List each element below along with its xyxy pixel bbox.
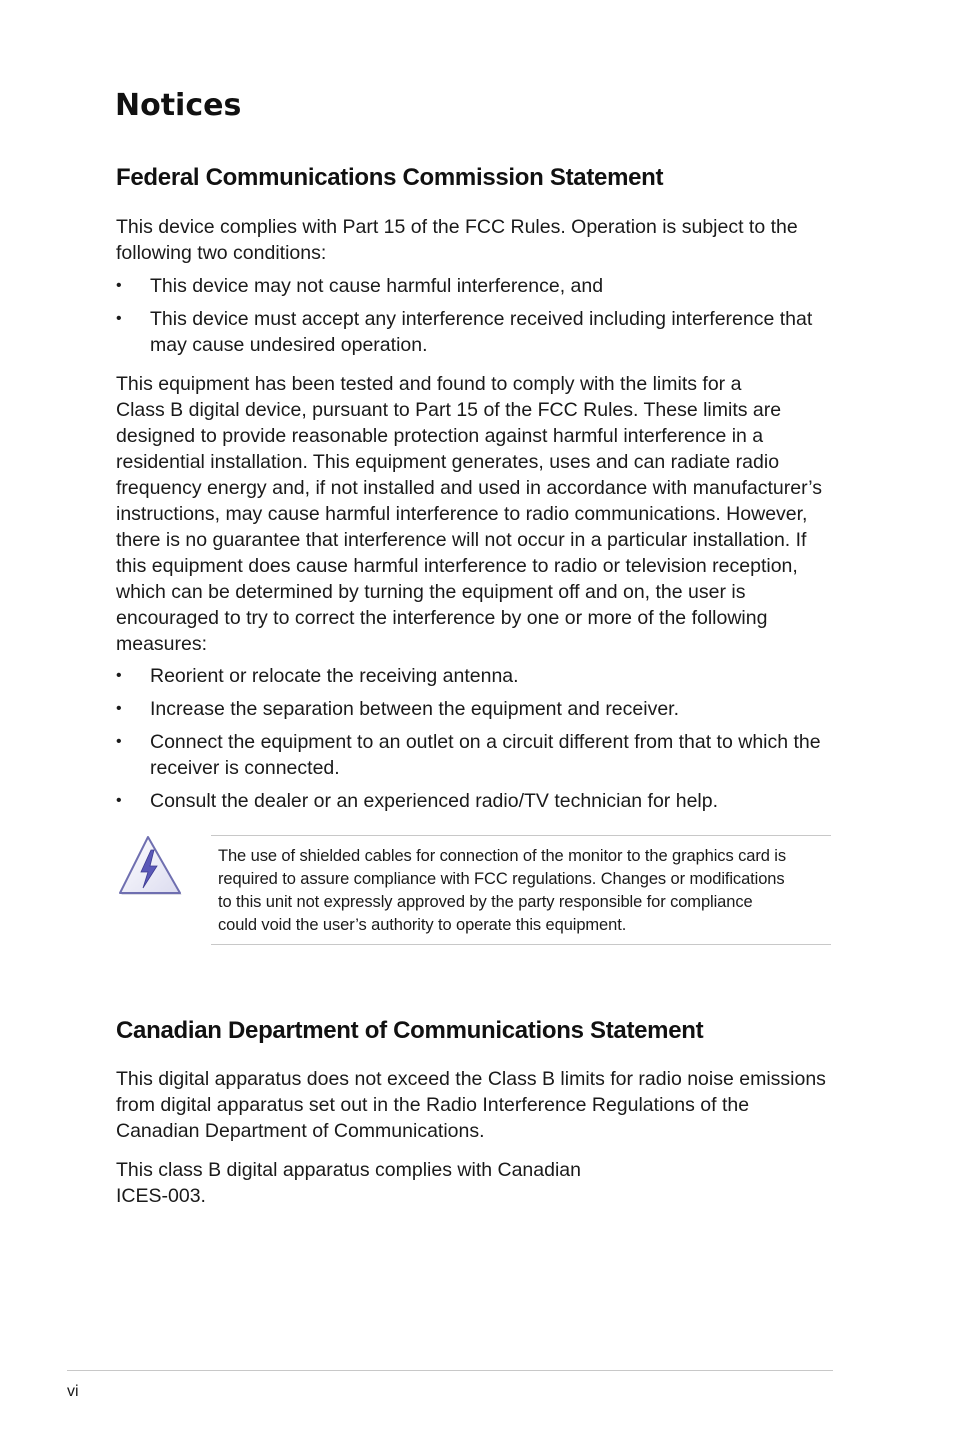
fcc-intro [116, 214, 836, 266]
note-line: to this unit not expressly approved by the party responsible for compliance [218, 893, 753, 911]
list-item [116, 306, 836, 358]
list-item-text: may cause undesired operation. [150, 334, 428, 356]
list-item-text: Connect the equipment to an outlet on a circuit different from that to which the [150, 731, 821, 753]
fcc-body [116, 371, 836, 657]
note-line: could void the user’s authority to operate this equipment. [218, 916, 627, 934]
fcc-body-line: instructions, may cause harmful interference to radio communications. However, [116, 503, 808, 525]
page-title: Notices [115, 88, 242, 123]
footer-divider [67, 1370, 833, 1371]
cdc-line: from digital apparatus set out in the Radio Interference Regulations of the [116, 1094, 750, 1116]
fcc-body-line: This equipment has been tested and found to comply with the limits for a [116, 373, 742, 395]
warning-lightning-icon [116, 834, 184, 898]
bullet: • [116, 310, 122, 327]
list-item-text: Consult the dealer or an experienced radio/TV technician for help. [150, 790, 719, 812]
list-item [116, 273, 836, 299]
list-item-text: This device may not cause harmful interference, and [150, 275, 604, 297]
fcc-body-line: there is no guarantee that interference will not occur in a particular installation. If [116, 529, 807, 551]
fcc-body-line: frequency energy and, if not installed and used in accordance with manufacturer’s [116, 477, 823, 499]
cdc-line: This digital apparatus does not exceed the Class B limits for radio noise emissions [116, 1068, 826, 1090]
note-line: required to assure compliance with FCC regulations. Changes or modifications [218, 870, 785, 888]
list-item [116, 788, 836, 814]
cdc-para-1 [116, 1066, 836, 1144]
fcc-conditions-list [116, 273, 836, 365]
page-number: vi [67, 1383, 79, 1400]
bullet: • [116, 792, 122, 809]
fcc-body-line: residential installation. This equipment generates, uses and can radiate radio [116, 451, 780, 473]
list-item [116, 696, 836, 722]
note-box [211, 835, 831, 945]
fcc-intro-line: following two conditions: [116, 242, 327, 264]
list-item-text: This device must accept any interference received including interference that [150, 308, 813, 330]
cdc-line: ICES-003. [116, 1185, 206, 1207]
cdc-heading: Canadian Department of Communications Statement [116, 1017, 704, 1044]
fcc-body-line: encouraged to try to correct the interference by one or more of the following [116, 607, 768, 629]
list-item-text: receiver is connected. [150, 757, 340, 779]
bullet: • [116, 277, 122, 294]
fcc-measures-list [116, 663, 836, 821]
bullet: • [116, 733, 122, 750]
fcc-body-line: Class B digital device, pursuant to Part 15 of the FCC Rules. These limits are [116, 399, 782, 421]
fcc-intro-line: This device complies with Part 15 of the FCC Rules. Operation is subject to the [116, 216, 798, 238]
fcc-body-line: which can be determined by turning the equipment off and on, the user is [116, 581, 746, 603]
fcc-body-line: measures: [116, 633, 208, 655]
cdc-line: This class B digital apparatus complies with Canadian [116, 1159, 581, 1181]
cdc-para-2 [116, 1157, 836, 1209]
fcc-body-line: designed to provide reasonable protection against harmful interference in a [116, 425, 764, 447]
list-item-text: Reorient or relocate the receiving antenna. [150, 665, 519, 687]
bullet: • [116, 700, 122, 717]
fcc-body-line: this equipment does cause harmful interference to radio or television reception, [116, 555, 798, 577]
list-item [116, 663, 836, 689]
cdc-line: Canadian Department of Communications. [116, 1120, 485, 1142]
list-item-text: Increase the separation between the equipment and receiver. [150, 698, 680, 720]
bullet: • [116, 667, 122, 684]
note-text [218, 845, 830, 937]
list-item [116, 729, 836, 781]
fcc-heading: Federal Communications Commission Statement [116, 164, 664, 191]
note-line: The use of shielded cables for connection of the monitor to the graphics card is [218, 847, 786, 865]
